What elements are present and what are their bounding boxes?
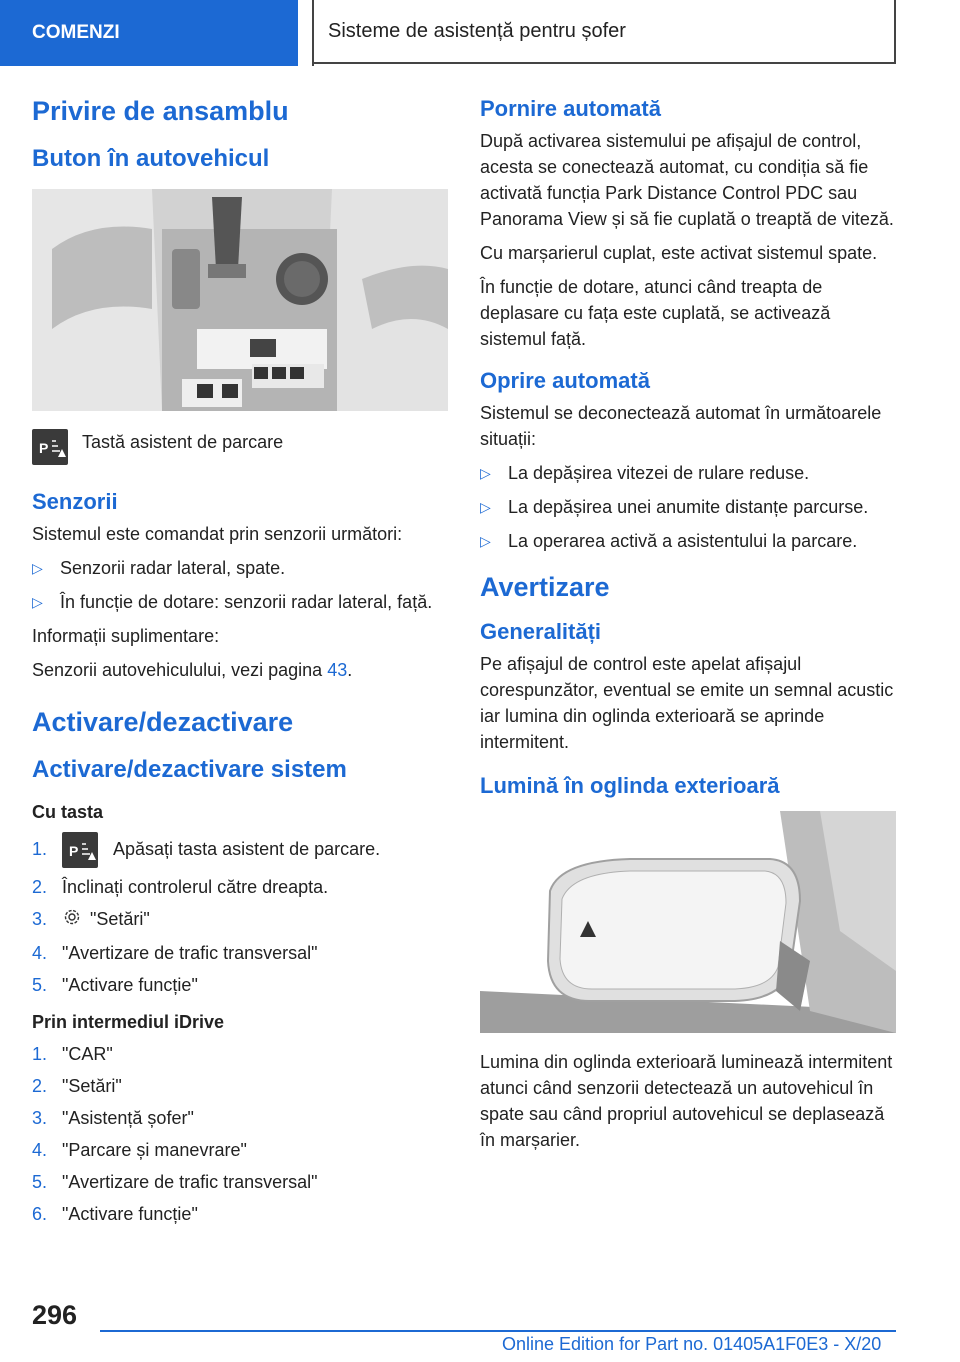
subheading-button: Cu tasta (32, 802, 104, 822)
list-item: 4. "Avertizare de trafic transversal" (32, 943, 318, 963)
triangle-bullet-icon: ▷ (480, 465, 491, 481)
edition-text: Online Edition for Part no. 01405A1F0E3 - X/20 (502, 1334, 882, 1354)
list-item: 4. "Parcare și manevrare" (32, 1140, 247, 1160)
list-item: 3. "Asistență șofer" (32, 1108, 194, 1128)
heading-sensors: Senzorii (32, 489, 118, 514)
footer-divider (100, 1330, 896, 1332)
heading-overview: Privire de ansamblu (32, 96, 289, 126)
page-link[interactable]: 43 (327, 660, 348, 680)
list-item: ▷ În funcție de dotare: senzorii radar lateral, față. (32, 589, 448, 615)
autostart-paragraph-3: În funcție de dotare, atunci când treapta de deplasare cu fața este cuplată, se activează sistemul față. (480, 277, 831, 349)
list-item: ▷ La operarea activă a asistentului la parcare. (480, 528, 896, 554)
parking-assist-button-icon (62, 832, 98, 868)
parking-assist-button-icon (32, 429, 68, 465)
list-item: ▷ La depășirea vitezei de rulare reduse. (480, 460, 896, 486)
autostart-paragraph-1: După activarea sistemului pe afișajul de control, acesta se conectează automat, cu condiția să fie activată funcția Park Distance Control PDC sau Panorama View și să fie cuplată o treaptă de viteză. (480, 131, 894, 229)
button-caption (32, 429, 448, 465)
chapter-title: Sisteme de asistență pentru șofer (328, 19, 626, 42)
console-photo (32, 189, 448, 411)
triangle-bullet-icon: ▷ (480, 533, 491, 549)
list-item: 1. "CAR" (32, 1044, 113, 1064)
triangle-bullet-icon: ▷ (32, 560, 43, 576)
list-item: 3. "Setări" (32, 906, 448, 934)
left-column (32, 96, 448, 1241)
sensors-intro: Sistemul este comandat prin senzorii următori: (32, 524, 403, 544)
section-title: COMENZI (32, 22, 120, 43)
triangle-bullet-icon: ▷ (32, 594, 43, 610)
svg-text:P: P (39, 440, 49, 456)
general-paragraph: Pe afișajul de control este apelat afișajul corespunzător, eventual se emite un semnal acustic iar lumina din oglinda exterioară se aprinde intermitent. (480, 654, 894, 752)
heading-activation: Activare/dezactivare (32, 707, 294, 737)
svg-text:P: P (69, 843, 79, 860)
list-item: ▷ Senzorii radar lateral, spate. (32, 555, 448, 581)
heading-button: Buton în autovehicul (32, 145, 270, 172)
steps-button-list (32, 831, 448, 998)
autostop-list (480, 460, 896, 554)
page-header (0, 0, 960, 66)
mirror-paragraph: Lumina din oglinda exterioară luminează intermitent atunci când senzorii detectează un autovehicul în spate sau când propriul autovehicul se deplasează în marșarier. (480, 1052, 893, 1150)
gear-icon (62, 907, 82, 934)
button-caption-text: Tastă asistent de parcare (82, 432, 284, 452)
list-item: 2. Înclinați controlerul către dreapta. (32, 877, 329, 898)
heading-autostart: Pornire automată (480, 96, 661, 121)
heading-autostop: Oprire automată (480, 368, 650, 393)
mirror-photo (480, 811, 896, 1033)
heading-warning: Avertizare (480, 572, 610, 602)
list-item: ▷ La depășirea unei anumite distanțe parcurse. (480, 494, 896, 520)
list-item: 5. "Activare funcție" (32, 975, 198, 995)
section-tab (0, 0, 298, 66)
info-reference: Senzorii autovehiculului, vezi pagina 43. (32, 660, 353, 680)
triangle-bullet-icon: ▷ (480, 499, 491, 515)
right-column (480, 96, 896, 1161)
steps-idrive-list (32, 1041, 448, 1227)
subheading-idrive: Prin intermediul iDrive (32, 1012, 225, 1032)
autostop-intro: Sistemul se deconectează automat în următoarele situații: (480, 403, 882, 449)
list-item: 5. "Avertizare de trafic transversal" (32, 1172, 318, 1192)
heading-mirror: Lumină în oglinda exterioară (480, 773, 780, 798)
autostart-paragraph-2: Cu marșarierul cuplat, este activat sistemul spate. (480, 243, 878, 263)
list-item: 1. P Apăsați tasta asistent de parcare. (32, 831, 448, 868)
heading-general: Generalități (480, 619, 602, 644)
list-item: 6. "Activare funcție" (32, 1204, 198, 1224)
heading-activation-system: Activare/dezactivare sistem (32, 756, 347, 783)
chapter-tab (312, 0, 896, 64)
page-number: 296 (32, 1300, 78, 1330)
info-label: Informații suplimentare: (32, 626, 220, 646)
list-item: 2. "Setări" (32, 1076, 122, 1096)
sensors-list (32, 555, 448, 615)
